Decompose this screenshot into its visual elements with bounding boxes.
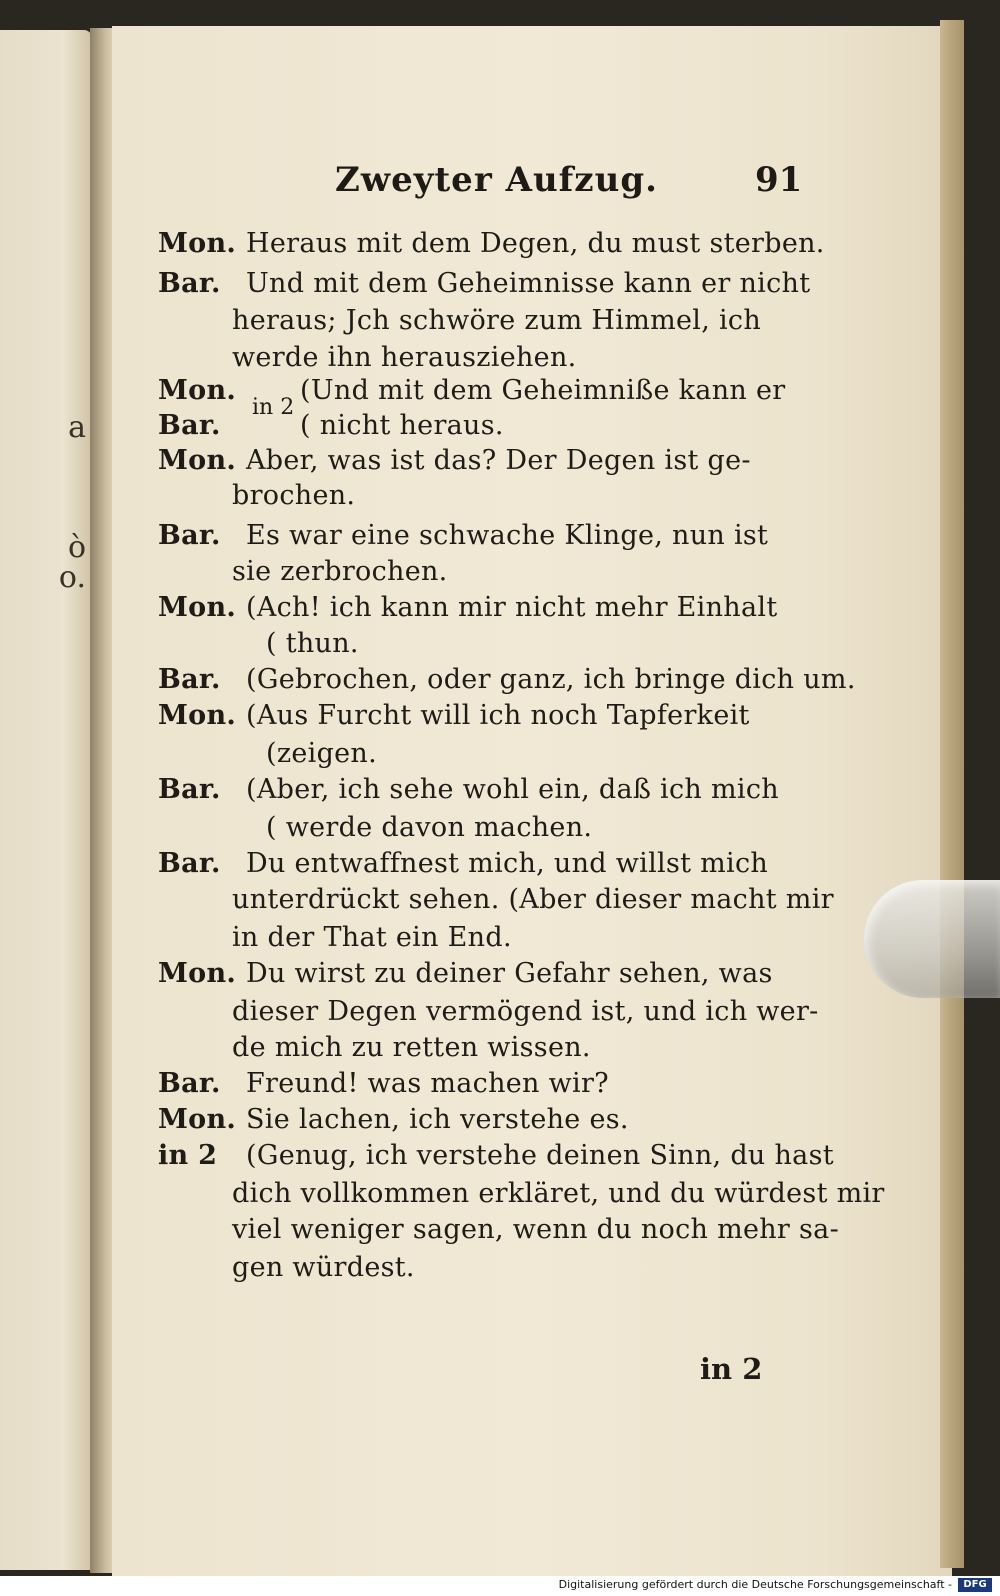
text-line [158, 268, 810, 299]
line-text: Du wirst zu deiner Gefahr sehen, was [246, 958, 773, 989]
text-line [266, 628, 359, 659]
text-line [266, 812, 592, 843]
footer-credit: Digitalisierung gefördert durch die Deutsche Forschungsgemeinschaft - [558, 1578, 952, 1591]
speaker-label: Mon. [158, 228, 237, 259]
running-head: Zweyter Aufzug. [335, 160, 658, 200]
line-text: Heraus mit dem Degen, du must sterben. [246, 228, 825, 259]
speaker-label: Mon. [158, 1104, 237, 1135]
left-page-fragment: o. [58, 560, 86, 595]
line-text: Freund! was machen wir? [246, 1068, 609, 1099]
speaker-label: Bar. [158, 410, 221, 441]
line-text: (Genug, ich verstehe deinen Sinn, du hast [246, 1140, 834, 1171]
text-line [158, 520, 768, 551]
text-line [158, 1104, 629, 1135]
speaker-label: Bar. [158, 1068, 221, 1099]
speaker-label: Mon. [158, 700, 237, 731]
line-text: (Ach! ich kann mir nicht mehr Einhalt [246, 592, 778, 623]
text-line [232, 556, 448, 587]
page-clip [864, 880, 1000, 998]
text-line [266, 738, 377, 769]
line-text: Sie lachen, ich verstehe es. [246, 1104, 629, 1135]
speaker-label: Bar. [158, 520, 221, 551]
text-line [158, 700, 750, 731]
text-line [158, 1140, 834, 1171]
text-line [158, 1068, 609, 1099]
text-line [232, 1214, 839, 1245]
line-text: in der That ein End. [232, 922, 512, 953]
speaker-label: Mon. [158, 592, 237, 623]
line-text: ( nicht heraus. [300, 410, 504, 441]
text-line [158, 958, 773, 989]
text-line [232, 996, 819, 1027]
line-text: dieser Degen vermögend ist, und ich wer- [232, 996, 819, 1027]
line-text: sie zerbrochen. [232, 556, 448, 587]
left-page-fragment: a [68, 410, 86, 445]
line-text: (Und mit dem Geheimniße kann er [300, 375, 786, 406]
line-text: (Aber, ich sehe wohl ein, daß ich mich [246, 774, 779, 805]
speaker-label: Bar. [158, 848, 221, 879]
text-line [158, 774, 779, 805]
text-line [232, 922, 512, 953]
line-text: viel weniger sagen, wenn du noch mehr sa- [232, 1214, 839, 1245]
speaker-label: in 2 [158, 1140, 218, 1171]
line-text: ( werde davon machen. [266, 812, 593, 843]
line-text: (zeigen. [266, 738, 378, 769]
text-line [158, 445, 751, 476]
speaker-label: Mon. [158, 958, 237, 989]
text-line [158, 592, 777, 623]
text-line [232, 480, 355, 511]
catchword: in 2 [700, 1352, 763, 1386]
speaker-label: Mon. [158, 375, 237, 406]
footer-bar [0, 1576, 1000, 1596]
line-text: dich vollkommen erkläret, und du würdest mir [232, 1178, 885, 1209]
line-text: Und mit dem Geheimnisse kann er nicht [246, 268, 811, 299]
text-line [232, 342, 577, 373]
text-line [232, 1252, 415, 1283]
text-line [158, 410, 504, 441]
text-line [158, 848, 768, 879]
page-number: 91 [755, 160, 803, 200]
left-page [0, 30, 92, 1570]
text-line [158, 228, 825, 259]
line-text: unterdrückt sehen. (Aber dieser macht mir [232, 884, 834, 915]
line-text: heraus; Jch schwöre zum Himmel, ich [232, 305, 762, 336]
speaker-label: Bar. [158, 268, 221, 299]
line-text: brochen. [232, 480, 356, 511]
text-line [232, 884, 834, 915]
line-text: Aber, was ist das? Der Degen ist ge- [246, 445, 751, 476]
speaker-label: Bar. [158, 774, 221, 805]
aside-marker: in 2 [252, 395, 295, 420]
line-text: Du entwaffnest mich, und willst mich [246, 848, 769, 879]
speaker-label: Bar. [158, 664, 221, 695]
left-page-fragment: ò [67, 530, 86, 565]
text-line [232, 1032, 591, 1063]
dfg-logo: DFG [958, 1578, 992, 1592]
line-text: Es war eine schwache Klinge, nun ist [246, 520, 769, 551]
speaker-label: Mon. [158, 445, 237, 476]
line-text: ( thun. [266, 628, 359, 659]
text-line [158, 664, 856, 695]
text-line [232, 305, 761, 336]
line-text: de mich zu retten wissen. [232, 1032, 591, 1063]
page-edge [940, 20, 964, 1568]
line-text: (Gebrochen, oder ganz, ich bringe dich um. [246, 664, 856, 695]
line-text: (Aus Furcht will ich noch Tapferkeit [246, 700, 750, 731]
line-text: werde ihn herausziehen. [232, 342, 577, 373]
line-text: gen würdest. [232, 1252, 415, 1283]
text-line [232, 1178, 885, 1209]
